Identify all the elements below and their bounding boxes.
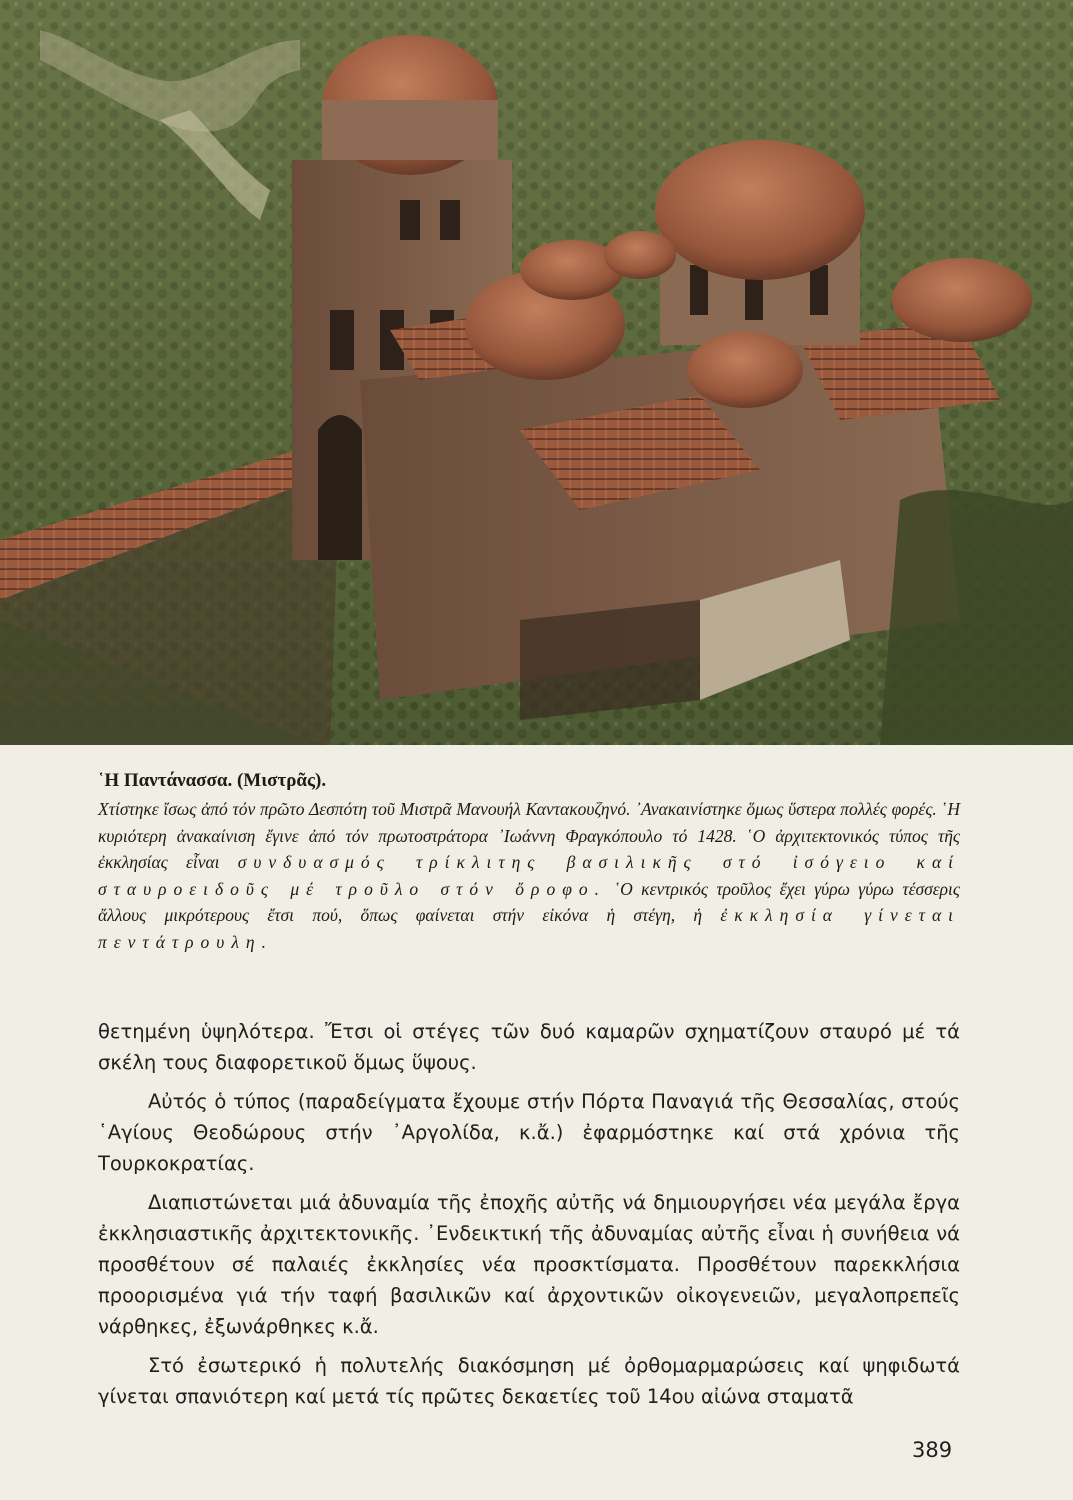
body-text bbox=[98, 1016, 960, 1420]
caption-title: ῾Η Παντάνασσα. (Μιστρᾶς). bbox=[98, 770, 327, 791]
paragraph-2: Αὐτός ὁ τύπος (παραδείγματα ἔχουμε στήν Πόρτα Παναγιά τῆς Θεσσαλίας, στούς ῾Αγίους Θεοδώρους στήν ᾿Αργολίδα, κ.ἄ.) ἐφαρμόστηκε καί στά χρόνια τῆς Τουρκοκρατίας. bbox=[98, 1090, 960, 1175]
caption-emphasis-2: ἐκκλησία γίνεται πεντάτρουλη. bbox=[98, 905, 960, 952]
caption-emphasis-1: συνδυασμός τρίκλιτης βασιλικῆς στό ἰσόγειο καί σταυροειδοῦς μέ τροῦλο στόν ὄροφο. bbox=[98, 852, 960, 899]
photo-caption bbox=[98, 770, 960, 955]
page-number: 389 bbox=[912, 1438, 953, 1462]
paragraph-4: Στό ἐσωτερικό ἡ πολυτελής διακόσμηση μέ ὀρθομαρμαρώσεις καί ψηφιδωτά γίνεται σπανιότερη καί μετά τίς πρῶτες δεκαετίες τοῦ 14ου αἰώνα σταματᾶ bbox=[98, 1354, 960, 1408]
caption-body bbox=[98, 796, 960, 955]
church-photo bbox=[0, 0, 1073, 745]
paragraph-1: θετημένη ὑψηλότερα. Ἔτσι οἱ στέγες τῶν δυό καμαρῶν σχηματίζουν σταυρό μέ τά σκέλη τους διαφορετικοῦ ὅμως ὕψους. bbox=[98, 1020, 960, 1074]
paragraph-3: Διαπιστώνεται μιά ἀδυναμία τῆς ἐποχῆς αὐτῆς νά δημιουργήσει νέα μεγάλα ἔργα ἐκκλησιαστικῆς ἀρχιτεκτονικῆς. ᾿Ενδεικτική τῆς ἀδυναμίας αὐτῆς εἶναι ἡ συνήθεια νά προσθέτουν σέ παλαιές ἐκκλησίες νέα προσκτίσματα. Προσθέτουν παρεκκλήσια προορισμένα γιά τήν ταφή βασιλικῶν καί ἀρχοντικῶν οἰκογενειῶν, μεγαλοπρεπεῖς νάρθηκες, ἐξωνάρθηκες κ.ἄ. bbox=[98, 1191, 960, 1338]
caption-text-1: Χτίστηκε ἴσως ἀπό τόν πρῶτο Δεσπότη τοῦ Μιστρᾶ Μανουήλ Καντακουζηνό. ᾿Ανακαινίστηκε ὅμως ὕστερα πολλές φορές. ῾Η κυριότερη ἀνακαίνιση ἔγινε ἀπό τόν πρωτοστράτορα ᾿Ιωάννη Φραγκόπουλο τό 1428. ῾Ο ἀρχιτεκτονικός τύπος τῆς ἐκκλησίας εἶναι bbox=[98, 799, 960, 872]
caption-text-2: ῾Ο κεντρικός τροῦλος ἔχει γύρω γύρω τέσσερις ἄλλους μικρότερους ἔτσι πού, ὅπως φαίνεται στήν εἰκόνα ἡ στέγη, ἡ bbox=[98, 878, 961, 925]
